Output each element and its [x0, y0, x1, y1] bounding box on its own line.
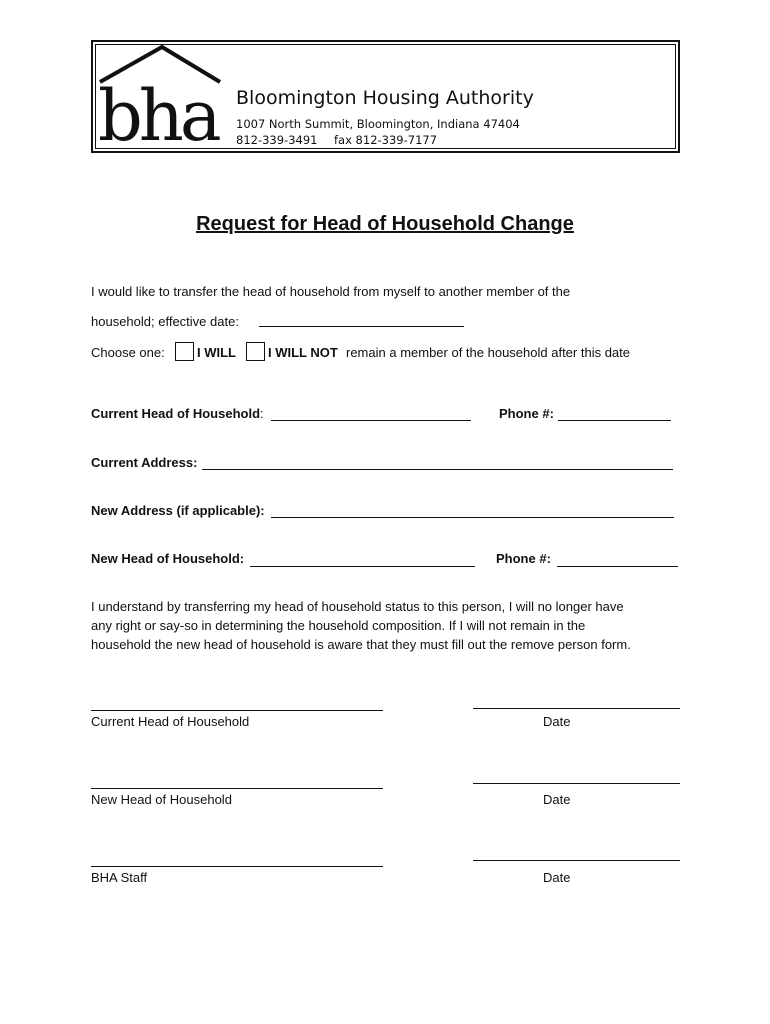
new-head-field[interactable] [250, 566, 475, 567]
staff-signature-label: BHA Staff [91, 870, 148, 885]
date-label-1: Date [543, 714, 571, 729]
will-not-checkbox[interactable] [246, 342, 265, 361]
document-title: Request for Head of Household Change [196, 213, 574, 235]
current-address-field[interactable] [202, 469, 673, 470]
will-checkbox[interactable] [175, 342, 194, 361]
phone-field-2[interactable] [557, 566, 678, 567]
svg-text:bha: bha [98, 75, 218, 144]
choose-suffix: remain a member of the household after this date [346, 345, 630, 360]
date-label-3: Date [543, 870, 571, 885]
date-label-2: Date [543, 792, 571, 807]
current-head-date-line[interactable] [473, 708, 680, 709]
statement-line-3: household the new head of household is aware that they must fill out the remove person form. [91, 637, 631, 652]
new-head-date-line[interactable] [473, 783, 680, 784]
current-head-field[interactable] [271, 420, 471, 421]
new-head-label: New Head of Household: [91, 551, 245, 566]
org-fax: fax 812-339-7177 [334, 133, 438, 147]
effective-date-field[interactable] [259, 326, 464, 327]
will-option-label: I WILL [197, 345, 236, 360]
staff-date-line[interactable] [473, 860, 680, 861]
phone-label-1: Phone #: [499, 406, 554, 421]
new-head-signature-line[interactable] [91, 788, 383, 789]
current-head-label-wrap [91, 406, 264, 422]
org-name: Bloomington Housing Authority [236, 87, 534, 109]
staff-signature-line[interactable] [91, 866, 383, 867]
bha-logo-icon [94, 44, 224, 144]
intro-line-1: I would like to transfer the head of household from myself to another member of the [91, 284, 571, 299]
current-head-signature-line[interactable] [91, 710, 383, 711]
statement-line-1: I understand by transferring my head of household status to this person, I will no longer have [91, 599, 624, 614]
choose-one-label: Choose one: [91, 345, 165, 360]
current-head-signature-label: Current Head of Household [91, 714, 250, 729]
phone-label-2: Phone #: [496, 551, 551, 566]
org-address: 1007 North Summit, Bloomington, Indiana 47404 [236, 117, 520, 131]
will-not-option-label: I WILL NOT [268, 345, 338, 360]
phone-field-1[interactable] [558, 420, 671, 421]
statement-paragraph [91, 597, 631, 654]
new-address-field[interactable] [271, 517, 674, 518]
current-address-label: Current Address: [91, 455, 198, 470]
org-phone: 812-339-3491 [236, 133, 318, 147]
new-head-signature-label: New Head of Household [91, 792, 232, 807]
current-head-colon: : [260, 406, 264, 421]
new-address-label: New Address (if applicable): [91, 503, 265, 518]
statement-line-2: any right or say-so in determining the household composition. If I will not remain in the [91, 618, 586, 633]
current-head-label: Current Head of Household [91, 406, 261, 421]
intro-line-2: household; effective date: [91, 314, 239, 329]
